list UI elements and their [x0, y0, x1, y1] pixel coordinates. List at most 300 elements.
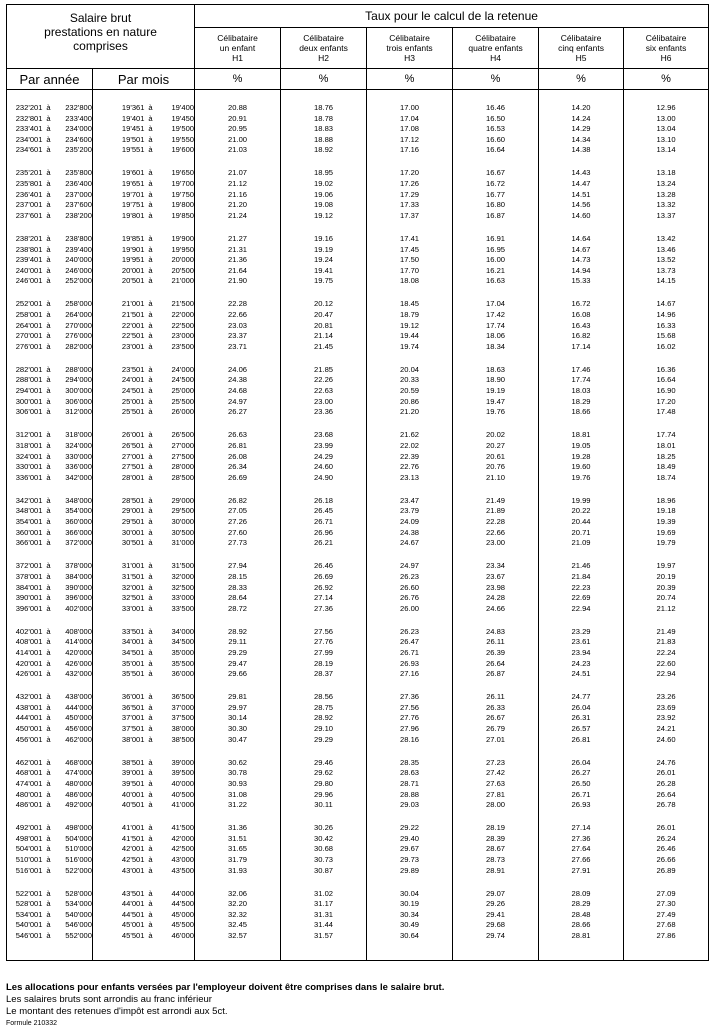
rate-h5: 14.67	[539, 244, 624, 255]
year-to: 468'000	[55, 758, 93, 769]
table-row	[7, 145, 709, 156]
rate-h6: 26.28	[624, 779, 709, 790]
year-from: 236'401	[7, 189, 43, 200]
month-to: 29'500	[157, 506, 195, 517]
rate-h6: 14.96	[624, 310, 709, 321]
rate-h2: 30.11	[281, 800, 367, 811]
rate-h2: 31.31	[281, 910, 367, 921]
month-to: 42'000	[157, 834, 195, 845]
rate-h5: 19.99	[539, 496, 624, 507]
month-to: 19'400	[157, 103, 195, 114]
rate-h3: 20.04	[367, 365, 453, 376]
month-from: 41'001	[93, 823, 145, 834]
year-from: 378'001	[7, 572, 43, 583]
rate-h4: 16.91	[453, 234, 539, 245]
month-from: 25'501	[93, 407, 145, 418]
rate-h4: 26.64	[453, 658, 539, 669]
rate-h5: 23.61	[539, 637, 624, 648]
month-to: 30'000	[157, 517, 195, 528]
rate-h1: 31.08	[195, 789, 281, 800]
table-row	[7, 365, 709, 376]
rate-h4: 19.76	[453, 407, 539, 418]
month-separator: à	[148, 179, 153, 189]
salary-title-line2: prestations en nature	[44, 25, 157, 39]
year-separator: à	[46, 724, 51, 734]
salary-title-line1: Salaire brut	[69, 11, 132, 25]
table-row	[7, 189, 709, 200]
rate-h6: 27.49	[624, 910, 709, 921]
rate-h5: 28.29	[539, 899, 624, 910]
year-separator: à	[46, 299, 51, 309]
month-from: 26'501	[93, 441, 145, 452]
rate-h6: 26.64	[624, 789, 709, 800]
year-from: 498'001	[7, 834, 43, 845]
rate-h4: 16.77	[453, 189, 539, 200]
rate-h6: 13.28	[624, 189, 709, 200]
table-row	[7, 200, 709, 211]
rate-h4: 29.26	[453, 899, 539, 910]
year-to: 444'000	[55, 703, 93, 714]
rate-h6: 13.32	[624, 200, 709, 211]
month-separator: à	[148, 571, 153, 581]
rate-h2: 23.68	[281, 430, 367, 441]
month-separator: à	[148, 855, 153, 864]
rate-h6: 20.39	[624, 582, 709, 593]
rate-h4: 28.39	[453, 834, 539, 845]
rate-h6: 14.67	[624, 299, 709, 310]
rate-h2: 31.44	[281, 920, 367, 931]
month-from: 33'001	[93, 603, 145, 614]
table-row	[7, 430, 709, 441]
rate-h4: 18.34	[453, 341, 539, 352]
rate-h2: 21.45	[281, 341, 367, 352]
rate-h4: 19.19	[453, 386, 539, 397]
table-row	[7, 210, 709, 221]
month-from: 19'601	[93, 168, 145, 179]
month-from: 19'951	[93, 255, 145, 266]
rate-h5: 26.04	[539, 703, 624, 714]
month-to: 20'500	[157, 265, 195, 276]
rate-h1: 22.66	[195, 310, 281, 321]
year-from: 432'001	[7, 692, 43, 703]
year-to: 510'000	[55, 844, 93, 855]
month-to: 21'500	[157, 299, 195, 310]
rate-h5: 17.46	[539, 365, 624, 376]
rate-h5: 24.51	[539, 669, 624, 680]
rate-h6: 18.74	[624, 472, 709, 483]
month-separator: à	[148, 430, 153, 440]
table-row	[7, 779, 709, 790]
year-separator: à	[46, 527, 51, 537]
month-to: 26'000	[157, 407, 195, 418]
rate-h5: 28.48	[539, 910, 624, 921]
table-row	[7, 582, 709, 593]
rate-h2: 30.42	[281, 834, 367, 845]
year-from: 492'001	[7, 823, 43, 834]
rate-h4: 16.21	[453, 265, 539, 276]
month-separator: à	[148, 658, 153, 668]
year-to: 504'000	[55, 834, 93, 845]
table-row	[7, 451, 709, 462]
rate-h3: 17.33	[367, 200, 453, 211]
year-from: 232'201	[7, 103, 43, 114]
year-to: 232'800	[55, 103, 93, 114]
month-from: 19'751	[93, 200, 145, 211]
year-to: 237'000	[55, 189, 93, 200]
column-header-h2	[281, 28, 367, 69]
rate-h3: 19.44	[367, 331, 453, 342]
rate-h3: 24.67	[367, 538, 453, 549]
rate-h5: 14.51	[539, 189, 624, 200]
year-separator: à	[46, 626, 51, 636]
rate-h2: 18.83	[281, 124, 367, 135]
year-to: 420'000	[55, 648, 93, 659]
rate-h1: 27.94	[195, 561, 281, 572]
table-row	[7, 713, 709, 724]
year-to: 540'000	[55, 910, 93, 921]
rate-h2: 31.17	[281, 899, 367, 910]
rate-h1: 31.65	[195, 844, 281, 855]
rate-h6: 17.74	[624, 430, 709, 441]
table-row	[7, 331, 709, 342]
rate-h2: 27.76	[281, 637, 367, 648]
month-to: 38'000	[157, 724, 195, 735]
year-to: 235'800	[55, 168, 93, 179]
rate-h2: 27.99	[281, 648, 367, 659]
rate-h4: 26.11	[453, 637, 539, 648]
rate-h5: 14.56	[539, 200, 624, 211]
rate-h2: 28.19	[281, 658, 367, 669]
rate-h1: 27.05	[195, 506, 281, 517]
rate-h1: 22.28	[195, 299, 281, 310]
table-row	[7, 637, 709, 648]
month-from: 43'501	[93, 889, 145, 900]
month-to: 46'000	[157, 931, 195, 942]
rate-h4: 26.11	[453, 692, 539, 703]
per-year-header: Par année	[7, 69, 93, 90]
month-to: 19'500	[157, 124, 195, 135]
rate-h3: 20.33	[367, 375, 453, 386]
month-from: 43'001	[93, 865, 145, 876]
year-separator: à	[46, 506, 51, 516]
month-from: 32'501	[93, 593, 145, 604]
rate-h3: 26.60	[367, 582, 453, 593]
table-row	[7, 168, 709, 179]
year-to: 354'000	[55, 506, 93, 517]
table-row	[7, 889, 709, 900]
table-row	[7, 386, 709, 397]
rate-h1: 29.97	[195, 703, 281, 714]
year-to: 522'000	[55, 865, 93, 876]
year-separator: à	[46, 375, 51, 385]
rate-h4: 23.00	[453, 538, 539, 549]
rate-h4: 26.67	[453, 713, 539, 724]
rate-h4: 23.67	[453, 572, 539, 583]
year-separator: à	[46, 407, 51, 417]
rate-h6: 13.73	[624, 265, 709, 276]
rate-h3: 27.96	[367, 724, 453, 735]
month-separator: à	[148, 386, 153, 396]
year-separator: à	[46, 517, 51, 527]
rate-h4: 16.80	[453, 200, 539, 211]
month-separator: à	[148, 233, 153, 243]
month-to: 44'000	[157, 889, 195, 900]
rate-h3: 17.08	[367, 124, 453, 135]
rate-h3: 30.19	[367, 899, 453, 910]
year-from: 438'001	[7, 703, 43, 714]
year-separator: à	[46, 899, 51, 909]
table-row	[7, 396, 709, 407]
rate-h4: 27.63	[453, 779, 539, 790]
year-separator: à	[46, 702, 51, 712]
year-from: 372'001	[7, 561, 43, 572]
rate-h5: 28.66	[539, 920, 624, 931]
year-from: 288'001	[7, 375, 43, 386]
month-to: 29'000	[157, 496, 195, 507]
rate-h2: 20.81	[281, 320, 367, 331]
rate-h1: 21.90	[195, 276, 281, 287]
month-from: 39'001	[93, 768, 145, 779]
table-row	[7, 844, 709, 855]
month-from: 23'001	[93, 341, 145, 352]
column-header-l2: un enfant	[219, 43, 256, 53]
year-separator: à	[46, 310, 51, 319]
rate-h2: 21.85	[281, 365, 367, 376]
year-separator: à	[46, 833, 51, 843]
year-separator: à	[46, 593, 51, 603]
table-row	[7, 462, 709, 473]
month-separator: à	[148, 134, 153, 144]
rate-h5: 18.29	[539, 396, 624, 407]
year-to: 252'000	[55, 276, 93, 287]
month-to: 22'000	[157, 310, 195, 321]
rate-h4: 20.02	[453, 430, 539, 441]
column-header-h5	[539, 28, 624, 69]
rate-h4: 16.67	[453, 168, 539, 179]
rate-h6: 18.49	[624, 462, 709, 473]
month-to: 28'000	[157, 462, 195, 473]
rate-h6: 21.83	[624, 637, 709, 648]
month-from: 26'001	[93, 430, 145, 441]
year-to: 480'000	[55, 779, 93, 790]
table-row	[7, 865, 709, 876]
rate-h2: 27.56	[281, 627, 367, 638]
rate-h2: 26.92	[281, 582, 367, 593]
group-spacer	[7, 483, 709, 496]
month-to: 34'500	[157, 637, 195, 648]
rate-h4: 23.98	[453, 582, 539, 593]
year-to: 534'000	[55, 899, 93, 910]
rate-h5: 15.33	[539, 276, 624, 287]
rate-h5: 26.04	[539, 758, 624, 769]
column-header-l2: six enfants	[645, 43, 687, 53]
month-separator: à	[148, 692, 153, 702]
year-separator: à	[46, 255, 51, 265]
table-row	[7, 658, 709, 669]
year-to: 498'000	[55, 823, 93, 834]
rate-h3: 27.56	[367, 703, 453, 714]
year-separator: à	[46, 200, 51, 210]
year-from: 456'001	[7, 734, 43, 745]
month-separator: à	[148, 865, 153, 875]
rate-h1: 26.08	[195, 451, 281, 462]
month-separator: à	[148, 778, 153, 788]
unit-h2: %	[281, 69, 367, 90]
rate-h5: 14.47	[539, 179, 624, 190]
rate-h2: 30.73	[281, 855, 367, 866]
rate-h6: 20.74	[624, 593, 709, 604]
rate-h6: 16.64	[624, 375, 709, 386]
rate-h1: 30.30	[195, 724, 281, 735]
month-separator: à	[148, 920, 153, 930]
rate-h2: 31.57	[281, 931, 367, 942]
rate-h5: 26.27	[539, 768, 624, 779]
rate-h1: 29.47	[195, 658, 281, 669]
rate-h5: 20.44	[539, 517, 624, 528]
month-separator: à	[148, 713, 153, 723]
rate-h6: 16.33	[624, 320, 709, 331]
rate-h6: 27.09	[624, 889, 709, 900]
rate-h4: 16.53	[453, 124, 539, 135]
month-separator: à	[148, 299, 153, 309]
month-separator: à	[148, 888, 153, 898]
month-separator: à	[148, 517, 153, 527]
rate-h2: 26.21	[281, 538, 367, 549]
rate-h5: 22.94	[539, 603, 624, 614]
year-separator: à	[46, 920, 51, 930]
table-row	[7, 669, 709, 680]
year-separator: à	[46, 561, 51, 571]
column-header-code: H6	[660, 53, 672, 63]
year-separator: à	[46, 789, 51, 799]
rate-h3: 18.79	[367, 310, 453, 321]
year-from: 233'401	[7, 124, 43, 135]
column-header-l1: Célibataire	[645, 33, 687, 43]
month-to: 43'000	[157, 855, 195, 866]
table-row	[7, 265, 709, 276]
rate-h2: 18.78	[281, 113, 367, 124]
month-to: 31'500	[157, 561, 195, 572]
column-header-h4	[453, 28, 539, 69]
rate-h6: 12.96	[624, 103, 709, 114]
rate-h4: 28.67	[453, 844, 539, 855]
year-from: 240'001	[7, 265, 43, 276]
rate-h5: 14.38	[539, 145, 624, 156]
rate-h4: 17.42	[453, 310, 539, 321]
rate-h6: 22.60	[624, 658, 709, 669]
rate-h5: 14.43	[539, 168, 624, 179]
rate-h5: 24.23	[539, 658, 624, 669]
table-row	[7, 834, 709, 845]
per-month-header: Par mois	[93, 69, 195, 90]
month-separator: à	[148, 364, 153, 374]
year-from: 396'001	[7, 603, 43, 614]
unit-h3: %	[367, 69, 453, 90]
table-row	[7, 627, 709, 638]
year-separator: à	[46, 244, 51, 254]
rate-h3: 22.39	[367, 451, 453, 462]
month-from: 38'001	[93, 734, 145, 745]
rate-h3: 27.36	[367, 692, 453, 703]
month-separator: à	[148, 538, 153, 548]
rate-h6: 22.94	[624, 669, 709, 680]
year-separator: à	[46, 276, 51, 286]
rate-h1: 24.06	[195, 365, 281, 376]
month-from: 19'851	[93, 234, 145, 245]
rate-h2: 24.29	[281, 451, 367, 462]
rate-h4: 28.19	[453, 823, 539, 834]
rate-h5: 14.29	[539, 124, 624, 135]
month-separator: à	[148, 113, 153, 123]
rate-h1: 29.29	[195, 648, 281, 659]
month-from: 19'451	[93, 124, 145, 135]
rate-h2: 20.47	[281, 310, 367, 321]
year-to: 246'000	[55, 265, 93, 276]
rate-h6: 17.20	[624, 396, 709, 407]
table-row	[7, 255, 709, 266]
year-to: 330'000	[55, 451, 93, 462]
rate-h4: 29.41	[453, 910, 539, 921]
rate-h1: 26.69	[195, 472, 281, 483]
year-to: 336'000	[55, 462, 93, 473]
group-spacer	[7, 876, 709, 889]
rate-h6: 24.60	[624, 734, 709, 745]
rate-h1: 29.11	[195, 637, 281, 648]
year-to: 360'000	[55, 517, 93, 528]
year-to: 348'000	[55, 496, 93, 507]
group-spacer	[7, 352, 709, 365]
rate-h1: 21.24	[195, 210, 281, 221]
table-row	[7, 472, 709, 483]
rate-h5: 16.82	[539, 331, 624, 342]
rate-h1: 24.68	[195, 386, 281, 397]
year-from: 252'001	[7, 299, 43, 310]
rate-h5: 26.93	[539, 800, 624, 811]
rate-h5: 26.71	[539, 789, 624, 800]
rate-h3: 28.63	[367, 768, 453, 779]
table-row	[7, 648, 709, 659]
year-separator: à	[46, 658, 51, 668]
rate-h4: 23.34	[453, 561, 539, 572]
rate-h6: 24.21	[624, 724, 709, 735]
month-from: 45'001	[93, 920, 145, 931]
rate-h5: 23.29	[539, 627, 624, 638]
table-row	[7, 375, 709, 386]
month-from: 27'001	[93, 451, 145, 462]
rate-h1: 24.97	[195, 396, 281, 407]
month-separator: à	[148, 320, 153, 330]
rate-h3: 29.03	[367, 800, 453, 811]
month-from: 19'651	[93, 179, 145, 190]
month-separator: à	[148, 495, 153, 505]
rate-h1: 26.81	[195, 441, 281, 452]
year-to: 486'000	[55, 789, 93, 800]
month-to: 22'500	[157, 320, 195, 331]
year-to: 288'000	[55, 365, 93, 376]
month-separator: à	[148, 603, 153, 613]
column-header-code: H1	[232, 53, 243, 63]
rate-h4: 29.68	[453, 920, 539, 931]
rate-h6: 27.30	[624, 899, 709, 910]
month-separator: à	[148, 145, 153, 155]
rate-h4: 24.83	[453, 627, 539, 638]
rate-h1: 21.16	[195, 189, 281, 200]
month-to: 19'700	[157, 179, 195, 190]
rate-h3: 26.23	[367, 572, 453, 583]
rate-h5: 27.14	[539, 823, 624, 834]
rate-h3: 17.37	[367, 210, 453, 221]
rate-h1: 27.60	[195, 527, 281, 538]
